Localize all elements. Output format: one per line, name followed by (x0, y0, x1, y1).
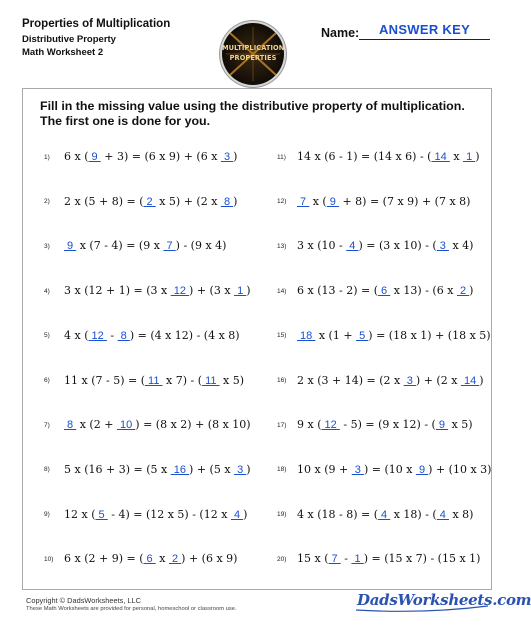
equation-text: 4 x (18 - 8) = ( (297, 507, 378, 521)
problem-6 (44, 374, 244, 390)
equation-text: x 13) - (6 x (390, 284, 457, 298)
equation-text: 10 x (9 + (297, 462, 352, 476)
equation-text: - (106, 328, 118, 342)
answer-value: 18 (297, 329, 316, 342)
equation-text: x 4) (448, 239, 474, 253)
problem-7 (44, 418, 251, 434)
problem-13 (277, 239, 473, 255)
answer-value: 14 (431, 151, 450, 163)
equation-text: 14 x (6 - 1) = (14 x 6) - ( (297, 150, 432, 163)
equation-text: 15 x ( (297, 552, 329, 566)
answer-value: 8 (64, 419, 77, 432)
answer-value: 2 (456, 285, 470, 298)
answer-value: 8 (117, 329, 130, 342)
equation-text: x (449, 150, 464, 163)
equation-text: + 3) = (6 x 9) + (6 x (100, 150, 221, 163)
equation-text: x (1 + (315, 328, 357, 342)
equation-text: ) = (18 x 1) + (18 x 5) (368, 328, 491, 342)
equation-text: ) = (8 x 2) + (8 x 10) (135, 418, 251, 432)
problem-8 (44, 463, 251, 479)
answer-value: 12 (88, 329, 107, 342)
equation-text: 9 x ( (297, 418, 322, 432)
equation-text: x (2 + (76, 418, 117, 432)
problem-number: 16) (277, 377, 287, 384)
equation-text: ) = (4 x 12) - (4 x 8) (129, 328, 240, 342)
answer-value: 2 (143, 195, 156, 208)
problem-12 (277, 195, 470, 211)
problem-3 (44, 239, 226, 255)
answer-value: 3 (234, 463, 247, 476)
problem-18 (277, 463, 491, 479)
answer-value: 3 (351, 463, 364, 476)
answer-value: 6 (143, 553, 156, 566)
problem-number: 8) (44, 466, 50, 474)
instructions (40, 99, 480, 128)
equation-text: 11 x (7 - 5) = ( (64, 373, 145, 387)
equation-text: ) = (15 x 7) - (15 x 1) (363, 552, 481, 566)
equation-text: x 5) (448, 418, 473, 432)
answer-key: ANSWER KEY (378, 22, 471, 37)
equation-text: x ( (309, 194, 327, 208)
problem-number: 7) (44, 421, 50, 429)
name-label: Name: (321, 26, 360, 40)
brand-text: DadsWorksheets.com (357, 591, 531, 609)
instructions-line2: The first one is done for you. (40, 113, 211, 128)
worksheet-title: Properties of Multiplication (22, 18, 171, 30)
answer-value: 7 (163, 240, 176, 253)
equation-text: ) - (9 x 4) (175, 239, 227, 253)
answer-value: 1 (351, 553, 364, 566)
equation-text: x (155, 552, 169, 566)
logo-text-line1: MULTIPLICATION (222, 44, 285, 52)
problem-4 (44, 284, 251, 300)
equation-text: x 8) (448, 507, 474, 521)
equation-text: x 5) (219, 373, 245, 387)
problem-number: 13) (277, 242, 287, 250)
equation-text: 4 x ( (64, 328, 89, 342)
equation-text: ) (233, 150, 238, 163)
problem-number: 20) (277, 555, 287, 563)
problem-19 (277, 508, 473, 524)
problem-5 (44, 329, 240, 345)
answer-value: 14 (460, 374, 480, 387)
problem-number: 5) (44, 332, 50, 340)
problem-16 (277, 374, 484, 390)
equation-text: x 7) - ( (162, 373, 203, 387)
answer-value: 3 (436, 240, 449, 253)
problem-number: 17) (277, 421, 287, 429)
problem-number: 12) (277, 198, 287, 206)
problem-9 (44, 508, 247, 524)
problem-17 (277, 418, 473, 434)
answer-value: 5 (95, 508, 108, 521)
multiplication-logo (222, 23, 284, 85)
answer-value: 9 (88, 151, 101, 163)
answer-value: 4 (230, 508, 244, 521)
equation-text: ) + (2 x (415, 373, 461, 387)
answer-value: 3 (403, 374, 416, 387)
equation-text: 6 x (13 - 2) = ( (297, 284, 378, 298)
equation-text: ) + (6 x 9) (181, 552, 238, 566)
equation-text: 2 x (3 + 14) = (2 x (297, 373, 404, 387)
answer-value: 4 (378, 508, 391, 521)
problem-number: 6) (44, 377, 50, 384)
usage-note: These Math Worksheets are provided for personal, homeschool or classroom use. (26, 606, 237, 612)
equation-text: x (7 - 4) = (9 x (76, 239, 164, 253)
equation-text: ) (243, 507, 248, 521)
equation-text: - 5) = (9 x 12) - ( (339, 418, 436, 432)
instructions-line1: Fill in the missing value using the distributive property of multiplication. (40, 99, 465, 113)
equation-text: ) = (3 x 10) - ( (358, 239, 437, 253)
answer-value: 2 (168, 553, 182, 566)
equation-text: ) (469, 284, 474, 298)
answer-value: 4 (346, 240, 359, 253)
logo-text-line2: PROPERTIES (229, 54, 277, 62)
equation-text: - 4) = (12 x 5) - (12 x (107, 507, 231, 521)
brand-logo (354, 590, 531, 614)
problem-15 (277, 329, 491, 345)
answer-value: 1 (463, 151, 476, 163)
equation-text: ) + (10 x 3) (428, 462, 492, 476)
answer-value: 9 (64, 240, 77, 253)
copyright: Copyright © DadsWorksheets, LLC (26, 596, 141, 605)
answer-value: 9 (415, 463, 429, 476)
problem-20 (277, 552, 480, 568)
problem-number: 19) (277, 511, 287, 519)
problem-number: 1) (44, 153, 50, 161)
equation-text: ) (246, 284, 251, 298)
problem-10 (44, 552, 237, 568)
equation-text: 2 x (5 + 8) = ( (64, 194, 144, 208)
equation-text: ) + (3 x (189, 284, 235, 298)
answer-value: 7 (328, 553, 341, 566)
equation-text: ) (246, 462, 251, 476)
problem-14 (277, 284, 473, 300)
answer-value: 11 (145, 374, 163, 387)
problem-number: 9) (44, 511, 50, 519)
answer-value: 12 (170, 285, 190, 298)
equation-text: 3 x (10 - (297, 239, 347, 253)
equation-text: ) = (10 x (363, 462, 416, 476)
equation-text: 5 x (16 + 3) = (5 x (64, 462, 171, 476)
answer-value: 9 (326, 195, 339, 208)
problem-number: 18) (277, 466, 287, 474)
answer-value: 3 (220, 151, 234, 163)
problem-11 (277, 150, 480, 166)
equation-text: 12 x ( (64, 507, 96, 521)
equation-text: ) + (5 x (189, 462, 235, 476)
answer-value: 6 (378, 285, 391, 298)
name-line (359, 39, 490, 40)
problem-number: 10) (44, 555, 54, 563)
equation-text: x 18) - ( (390, 507, 437, 521)
answer-value: 16 (170, 463, 190, 476)
equation-text: x 5) + (2 x (155, 194, 221, 208)
problem-2 (44, 195, 237, 211)
answer-value: 1 (234, 285, 247, 298)
worksheet-subtitle: Distributive Property (22, 34, 116, 45)
answer-value: 11 (202, 374, 220, 387)
answer-value: 9 (435, 419, 449, 432)
answer-value: 10 (116, 419, 136, 432)
equation-text: ) (479, 373, 484, 387)
problem-number: 4) (44, 287, 50, 295)
equation-text: - (340, 552, 352, 566)
answer-value: 4 (436, 508, 449, 521)
equation-text: 6 x (2 + 9) = ( (64, 552, 144, 566)
problem-number: 2) (44, 198, 50, 206)
problem-number: 14) (277, 287, 287, 295)
worksheet-number: Math Worksheet 2 (22, 47, 104, 58)
equation-text: ) (475, 150, 480, 163)
equation-text: 3 x (12 + 1) = (3 x (64, 284, 171, 298)
problem-1 (44, 150, 237, 166)
equation-text: 6 x ( (64, 150, 89, 163)
answer-value: 5 (356, 329, 369, 342)
equation-text: + 8) = (7 x 9) + (7 x 8) (338, 194, 471, 208)
answer-value: 12 (321, 419, 340, 432)
problem-number: 11) (277, 153, 286, 161)
equation-text: ) (233, 194, 238, 208)
problem-number: 3) (44, 242, 50, 250)
answer-value: 7 (297, 195, 310, 208)
problem-number: 15) (277, 332, 287, 340)
answer-value: 8 (220, 195, 234, 208)
